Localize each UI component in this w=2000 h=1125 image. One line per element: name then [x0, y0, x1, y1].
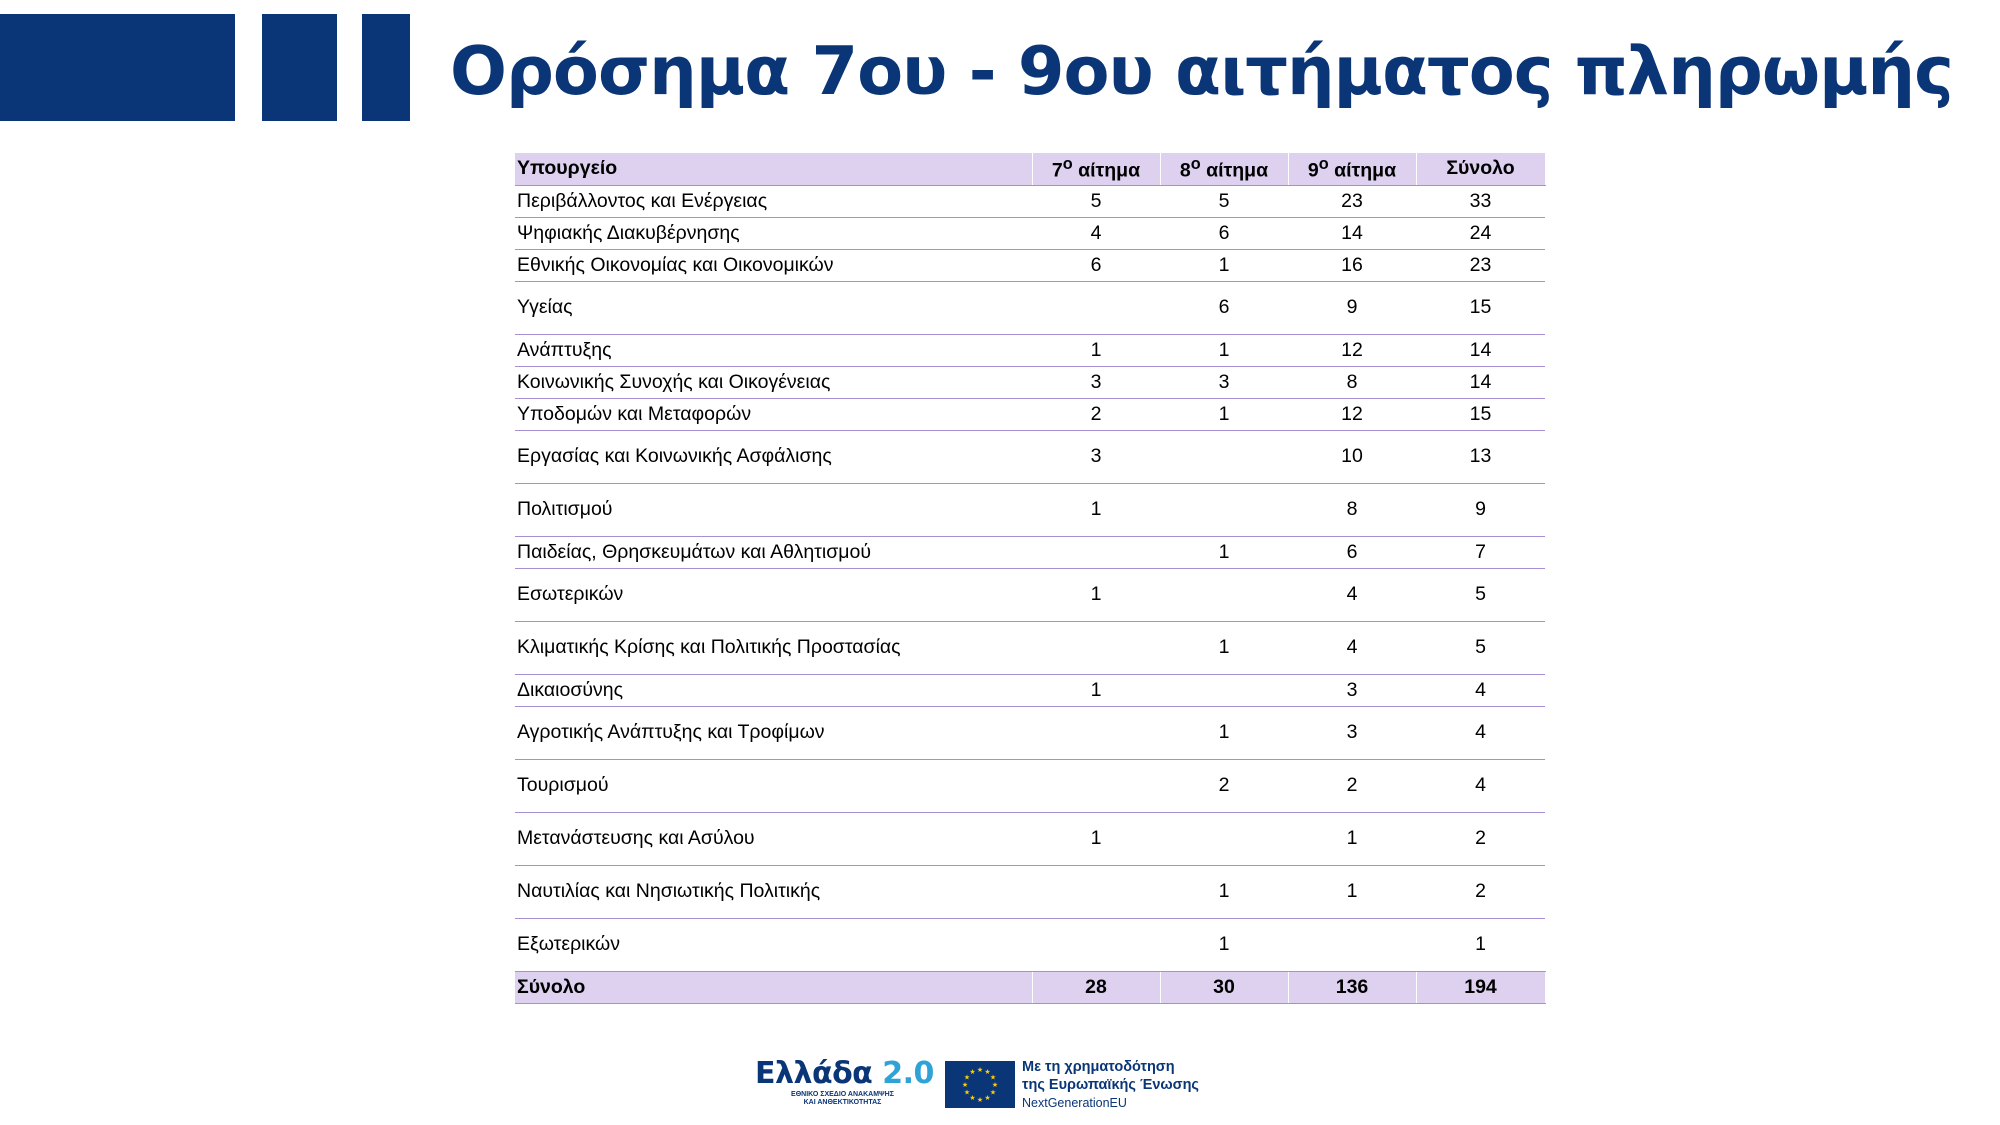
cell-ministry: Ψηφιακής Διακυβέρνησης: [515, 217, 1032, 249]
cell-request-8: [1160, 568, 1288, 621]
cell-ministry: Περιβάλλοντος και Ενέργειας: [515, 185, 1032, 217]
cell-total: 15: [1416, 398, 1545, 430]
table-row: [515, 674, 1545, 706]
cell-total: 4: [1416, 706, 1545, 759]
eu-star-icon: ★: [976, 1096, 984, 1104]
eu-funding-line3: NextGenerationEU: [1022, 1096, 1127, 1110]
cell-request-7: [1032, 621, 1160, 674]
eu-star-icon: ★: [989, 1088, 997, 1097]
greece-logo-subtitle-2: ΚΑΙ ΑΝΘΕΚΤΙΚΟΤΗΤΑΣ: [803, 1099, 882, 1106]
cell-total: 14: [1416, 334, 1545, 366]
cell-request-7: 5: [1032, 185, 1160, 217]
cell-request-7: 6: [1032, 249, 1160, 281]
cell-ministry: Υποδομών και Μεταφορών: [515, 398, 1032, 430]
cell-request-9: 2: [1288, 759, 1416, 812]
table-row: [515, 918, 1545, 971]
cell-request-9: 8: [1288, 483, 1416, 536]
header-request-7: $7^o$ αίτημα: [1032, 153, 1160, 185]
cell-total: 2: [1416, 812, 1545, 865]
cell-request-9: 1: [1288, 865, 1416, 918]
cell-request-9: 12: [1288, 398, 1416, 430]
cell-request-8: [1160, 812, 1288, 865]
cell-request-8: 1: [1160, 918, 1288, 971]
cell-request-7: 1: [1032, 674, 1160, 706]
cell-request-7: 3: [1032, 366, 1160, 398]
eu-star-icon: ★: [963, 1088, 971, 1097]
cell-request-8: [1160, 430, 1288, 483]
greece-logo-subtitle-1: ΕΘΝΙΚΟ ΣΧΕΔΙΟ ΑΝΑΚΑΜΨΗΣ: [791, 1091, 894, 1098]
cell-request-7: [1032, 706, 1160, 759]
cell-request-9: 12: [1288, 334, 1416, 366]
greece-logo-wordmark: Ελλάδα 2.0: [755, 1056, 934, 1091]
page-title: Ορόσημα 7ου - 9ου αιτήματος πληρωμής: [450, 32, 1953, 110]
eu-star-icon: ★: [969, 1068, 976, 1077]
eu-funding-text: [1022, 1058, 1222, 1112]
header-bar-medium: [262, 14, 337, 121]
header-request-8: $8^o$ αίτημα: [1160, 153, 1288, 185]
cell-ministry: Εσωτερικών: [515, 568, 1032, 621]
footer-request-7: 28: [1032, 971, 1160, 1003]
cell-total: 23: [1416, 249, 1545, 281]
table-row: [515, 621, 1545, 674]
eu-funding-line2: της Ευρωπαϊκής Ένωσης: [1022, 1077, 1199, 1093]
eu-star-icon: ★: [963, 1073, 971, 1082]
cell-request-7: 3: [1032, 430, 1160, 483]
header-ministry: Υπουργείο: [515, 153, 1032, 185]
eu-star-icon: ★: [984, 1093, 991, 1102]
cell-request-8: 2: [1160, 759, 1288, 812]
cell-request-9: [1288, 918, 1416, 971]
eu-flag-icon: [945, 1061, 1015, 1108]
cell-ministry: Εργασίας και Κοινωνικής Ασφάλισης: [515, 430, 1032, 483]
cell-total: 14: [1416, 366, 1545, 398]
cell-request-9: 4: [1288, 621, 1416, 674]
table-row: [515, 430, 1545, 483]
cell-ministry: Παιδείας, Θρησκευμάτων και Αθλητισμού: [515, 536, 1032, 568]
table-row: [515, 706, 1545, 759]
eu-star-icon: ★: [991, 1081, 999, 1089]
cell-request-8: [1160, 674, 1288, 706]
table-row: [515, 281, 1545, 334]
cell-total: 4: [1416, 674, 1545, 706]
cell-request-9: 4: [1288, 568, 1416, 621]
cell-ministry: Εθνικής Οικονομίας και Οικονομικών: [515, 249, 1032, 281]
cell-request-9: 3: [1288, 706, 1416, 759]
cell-request-8: [1160, 483, 1288, 536]
cell-request-8: 3: [1160, 366, 1288, 398]
table-row: [515, 759, 1545, 812]
table-row: [515, 217, 1545, 249]
cell-ministry: Πολιτισμού: [515, 483, 1032, 536]
greece-2-0-logo: [755, 1056, 934, 1113]
cell-request-7: 1: [1032, 334, 1160, 366]
cell-request-9: 16: [1288, 249, 1416, 281]
cell-request-9: 3: [1288, 674, 1416, 706]
cell-request-7: 2: [1032, 398, 1160, 430]
table-row: [515, 185, 1545, 217]
cell-request-7: 1: [1032, 568, 1160, 621]
cell-ministry: Κλιματικής Κρίσης και Πολιτικής Προστασίας: [515, 621, 1032, 674]
cell-request-8: 1: [1160, 865, 1288, 918]
cell-request-7: [1032, 865, 1160, 918]
header-total: Σύνολο: [1416, 153, 1545, 185]
eu-star-icon: ★: [989, 1073, 997, 1082]
table-footer-row: [515, 971, 1545, 1003]
cell-request-9: 10: [1288, 430, 1416, 483]
header-request-9: $9^o$ αίτημα: [1288, 153, 1416, 185]
footer-request-8: 30: [1160, 971, 1288, 1003]
cell-total: 24: [1416, 217, 1545, 249]
cell-request-8: 1: [1160, 249, 1288, 281]
table-row: [515, 812, 1545, 865]
footer-label: Σύνολο: [515, 971, 1032, 1003]
cell-request-9: 1: [1288, 812, 1416, 865]
cell-ministry: Ανάπτυξης: [515, 334, 1032, 366]
cell-request-9: 8: [1288, 366, 1416, 398]
cell-request-7: 1: [1032, 483, 1160, 536]
cell-request-7: 1: [1032, 812, 1160, 865]
cell-total: 5: [1416, 621, 1545, 674]
cell-ministry: Κοινωνικής Συνοχής και Οικογένειας: [515, 366, 1032, 398]
cell-request-7: [1032, 918, 1160, 971]
cell-request-8: 6: [1160, 281, 1288, 334]
cell-ministry: Εξωτερικών: [515, 918, 1032, 971]
cell-request-7: [1032, 536, 1160, 568]
eu-funding-line1: Με τη χρηματοδότηση: [1022, 1059, 1175, 1075]
cell-request-8: 6: [1160, 217, 1288, 249]
cell-request-8: 1: [1160, 536, 1288, 568]
cell-request-8: 1: [1160, 398, 1288, 430]
milestones-table: [515, 153, 1546, 1004]
footer-request-9: 136: [1288, 971, 1416, 1003]
table-header-row: [515, 153, 1545, 185]
cell-request-7: [1032, 759, 1160, 812]
footer-total: 194: [1416, 971, 1545, 1003]
cell-total: 15: [1416, 281, 1545, 334]
cell-ministry: Δικαιοσύνης: [515, 674, 1032, 706]
cell-ministry: Υγείας: [515, 281, 1032, 334]
cell-ministry: Αγροτικής Ανάπτυξης και Τροφίμων: [515, 706, 1032, 759]
cell-request-8: 1: [1160, 706, 1288, 759]
cell-total: 4: [1416, 759, 1545, 812]
cell-total: 1: [1416, 918, 1545, 971]
table-row: [515, 865, 1545, 918]
cell-total: 7: [1416, 536, 1545, 568]
cell-request-9: 6: [1288, 536, 1416, 568]
cell-total: 2: [1416, 865, 1545, 918]
cell-request-9: 23: [1288, 185, 1416, 217]
table-row: [515, 536, 1545, 568]
cell-request-8: 5: [1160, 185, 1288, 217]
table-row: [515, 249, 1545, 281]
table-row: [515, 366, 1545, 398]
cell-ministry: Μετανάστευσης και Ασύλου: [515, 812, 1032, 865]
cell-total: 9: [1416, 483, 1545, 536]
cell-ministry: Ναυτιλίας και Νησιωτικής Πολιτικής: [515, 865, 1032, 918]
header-bar-small: [362, 14, 410, 121]
cell-total: 5: [1416, 568, 1545, 621]
cell-request-8: 1: [1160, 334, 1288, 366]
cell-request-9: 14: [1288, 217, 1416, 249]
cell-request-7: 4: [1032, 217, 1160, 249]
eu-star-icon: ★: [969, 1093, 976, 1102]
table-row: [515, 398, 1545, 430]
cell-total: 33: [1416, 185, 1545, 217]
cell-request-7: [1032, 281, 1160, 334]
table-row: [515, 568, 1545, 621]
cell-request-9: 9: [1288, 281, 1416, 334]
header-bar-large: [0, 14, 235, 121]
eu-star-icon: ★: [961, 1081, 969, 1089]
eu-star-icon: ★: [976, 1066, 984, 1074]
table-row: [515, 334, 1545, 366]
cell-ministry: Τουρισμού: [515, 759, 1032, 812]
cell-request-8: 1: [1160, 621, 1288, 674]
eu-star-icon: ★: [984, 1068, 991, 1077]
table-row: [515, 483, 1545, 536]
cell-total: 13: [1416, 430, 1545, 483]
